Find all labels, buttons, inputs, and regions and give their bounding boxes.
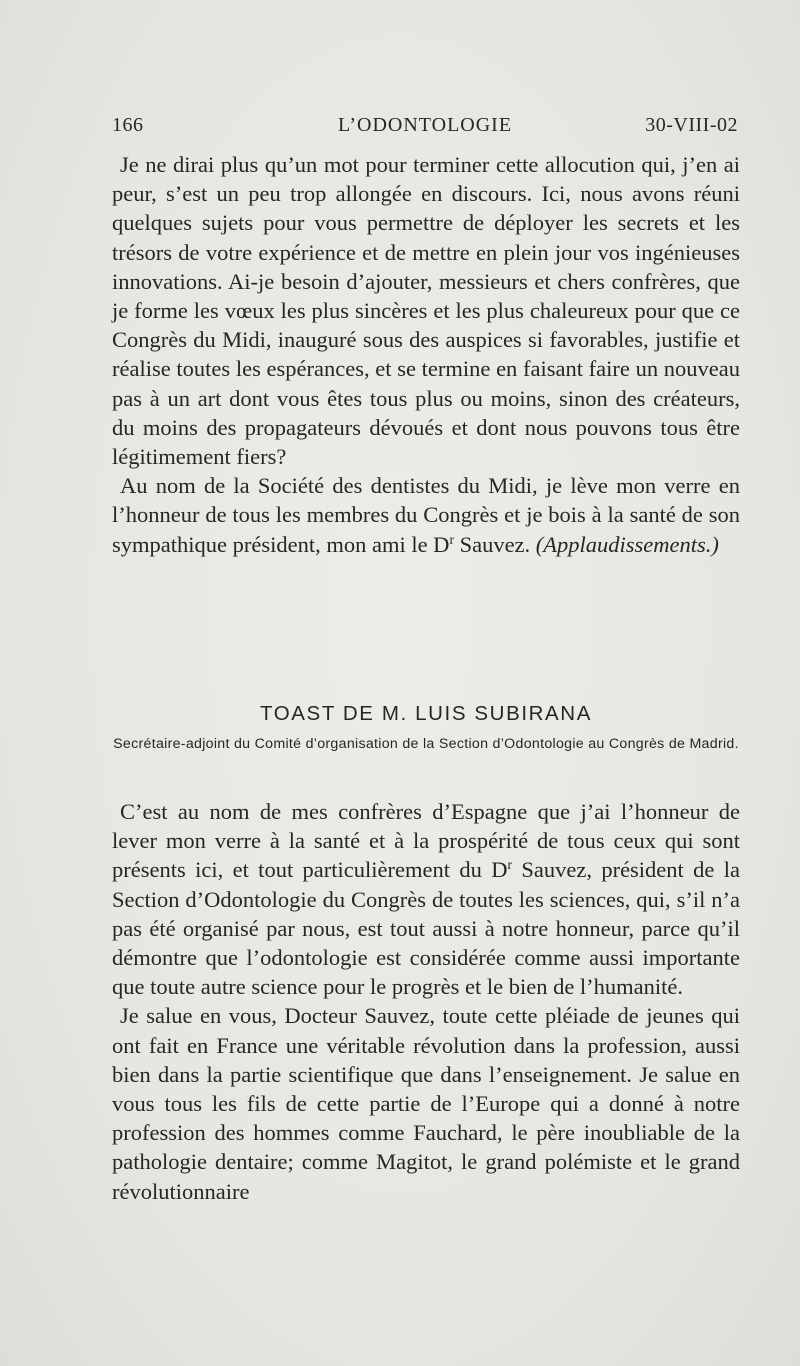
running-header xyxy=(112,114,738,142)
paragraph-text: Sauvez, président de la Section d’Odontologie du Congrès de toutes les sciences, qui, s’il n’a pas été organisé par nous, est tout aussi à notre honneur, parce qu’il démontre que l’odontologie est considérée comme aussi importante que toute autre science pour le progrès et le bien de l’humanité. xyxy=(112,857,741,1000)
page-number: 166 xyxy=(112,114,144,136)
section-subheading: Secrétaire-adjoint du Comité d’organisation de la Section d’Odontologie au Congrès de Madrid. xyxy=(113,736,739,752)
paragraph: Je salue en vous, Docteur Sauvez, toute cette pléiade de jeunes qui ont fait en France une véritable révolution dans la profession, aussi bien dans la partie scientifique que dans l’enseignement. Je salue en vous tous les fils de cette partie de l’Europe qui a donné à notre profession des hommes comme Fauchard, le père inoubliable de la pathologie dentaire; comme Magitot, le grand polémiste et le grand révolutionnaire xyxy=(112,1003,740,1204)
superscript: r xyxy=(449,531,454,547)
section-heading: TOAST DE M. LUIS SUBIRANA xyxy=(259,702,592,725)
issue-date: 30-VIII-02 xyxy=(645,114,738,136)
speech-conclusion xyxy=(112,150,740,559)
paragraph-text: C’est au nom de mes confrères d’Espagne que j’ai l’honneur de lever mon verre à la santé et à la prospérité de tous ceux qui sont présents ici, et tout particulièrement du D xyxy=(112,799,740,883)
superscript: r xyxy=(507,857,512,873)
paragraph xyxy=(112,797,740,1001)
applause-note: (Applaudissements.) xyxy=(535,531,719,557)
paragraph: Je ne dirai plus qu’un mot pour terminer cette allocution qui, j’en ai peur, s’est un peu trop allongée en discours. Ici, nous avons réuni quelques sujets pour vous permettre de déployer les secrets et les trésors de votre expérience et de mettre en plein jour vos ingénieuses innovations. Ai-je besoin d’ajouter, messieurs et chers confrères, que je forme les vœux les plus sincères et les plus chaleureux pour que ce Congrès du Midi, inauguré sous des auspices si favorables, justifie et réalise toutes les espérances, et se termine en faisant faire un nouveau pas à un art dont vous êtes tous plus ou moins, sinon des créateurs, du moins des propagateurs dévoués et dont nous pouvons tous être légitimement fiers? xyxy=(112,152,740,470)
paragraph-text: Au nom de la Société des dentistes du Midi, je lève mon verre en l’honneur de tous les membres du Congrès et je bois à la santé de son sympathique président, mon ami le D xyxy=(112,473,740,557)
toast-speech xyxy=(112,797,740,1206)
paragraph xyxy=(112,471,740,559)
paragraph-text: Sauvez. xyxy=(453,531,536,557)
running-title: L’ODONTOLOGIE xyxy=(337,114,513,136)
